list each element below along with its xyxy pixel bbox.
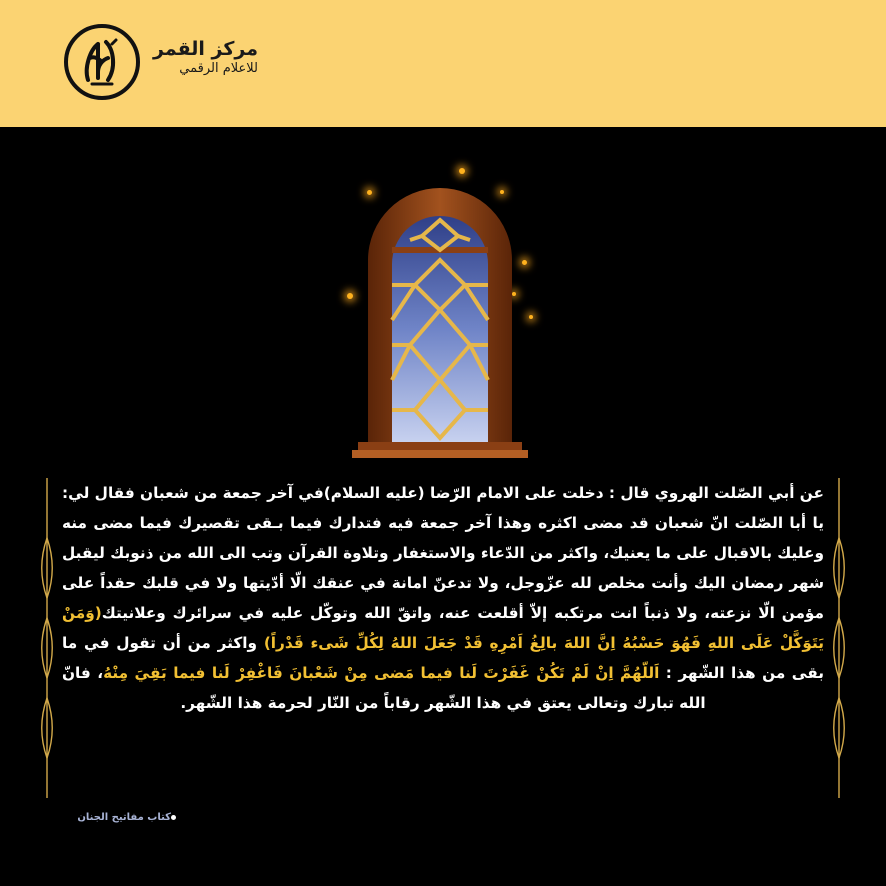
hadith-part-2: واكثر من أن تقول في ما بقى من هذا الشّهر :: [62, 634, 825, 682]
bullet-icon: [171, 815, 176, 820]
dua-text: اَللّهُمَّ اِنْ لَمْ تَكُنْ غَفَرْتَ لَنا فيما مَضى مِنْ شَعْبانَ فَاغْفِرْ لَنا فيما بَقِيَ مِنْهُ: [103, 664, 660, 682]
ornament-right-icon: [832, 478, 846, 798]
hadith-part-3: ، فانّ الله تبارك وتعالى يعتق في هذا الشّهر رقاباً من النّار لحرمة هذا الشّهر.: [62, 664, 706, 712]
hadith-part-1: عن أبي الصّلت الهروي قال : دخلت على الامام الرّضا (عليه السلام)في آخر جمعة من شعبان فقال لي: يا أبا الصّلت انّ شعبان قد مضى اكثره وهذا آخر جمعة فيه فتدارك فيما بـقى تقصيرك فيما مضى منه وعليك بالاقبال على ما يعنيك، واكثر من الدّعاء والاستغفار وتلاوة القرآن وتب الى الله من ذنوبك ليقبل شهر رمضان اليك وأنت مخلص لله عزّوجل، ولا تدعنّ امانة في عنقك الّا أدّيتها ولا في قلبك حقداً على مؤمن الّا نزعته، ولا ذنباً انت مرتكبه إلاّ أقلعت عنه، واتقّ الله وتوكّل عليه في سرائرك وعلانيتك: [62, 484, 824, 622]
source-caption: [60, 812, 180, 823]
sparkle-icon: [459, 168, 465, 174]
ornament-left-icon: [40, 478, 54, 798]
calligraphy-logo-icon: [68, 28, 136, 96]
window-illustration: [340, 180, 540, 470]
brand-subtitle: للاعلام الرقمي: [179, 61, 258, 76]
brand-header: [0, 0, 886, 127]
hadith-text: [62, 478, 824, 718]
arched-window-icon: [340, 180, 540, 470]
quran-verse: (وَمَنْ يَتَوَكَّلْ عَلَى اللهِ فَهُوَ حَسْبُهُ اِنَّ اللهَ بالِغُ اَمْرِهِ قَدْ جَعَلَ اللهُ لِكُلِّ شَىء قَدْراً): [62, 604, 824, 652]
brand-text: [148, 38, 258, 78]
brand-title: مركز القمر: [153, 38, 258, 60]
brand-logo: [64, 24, 140, 100]
source-label: كتاب مفاتيح الجنان: [77, 812, 171, 823]
